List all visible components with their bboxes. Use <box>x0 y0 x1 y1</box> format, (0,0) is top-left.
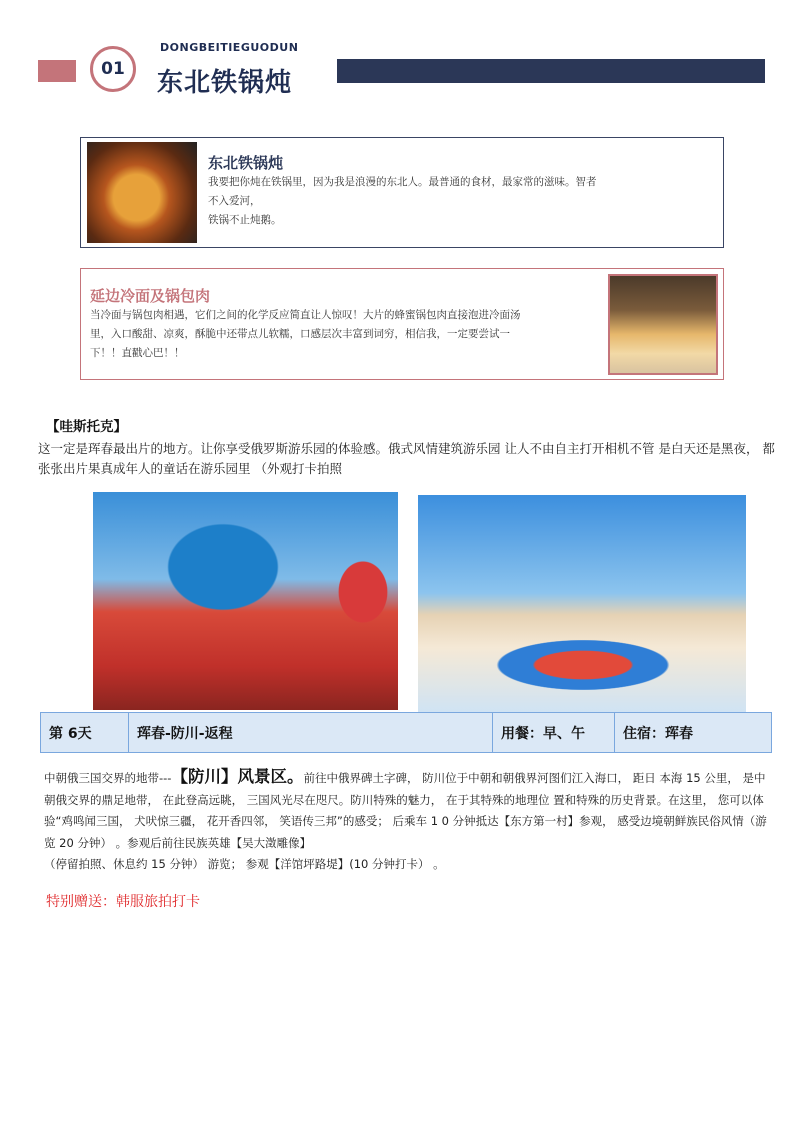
header-title: 东北铁锅炖 <box>157 68 293 98</box>
card-text-line: 下！！直戳心巴！！ <box>90 347 185 359</box>
food-card-hotpot-text <box>208 173 716 230</box>
card-text-line: 不入爱河， <box>208 195 261 207</box>
day-description <box>44 766 770 876</box>
card-text-line: 我要把你炖在铁锅里，因为我是浪漫的东北人。最普通的食材，最家常的滋味。智者 <box>208 176 597 188</box>
description-highlight: 【防川】风景区。 <box>171 767 304 786</box>
food-card-coldnoodle-text <box>90 306 598 363</box>
section-intro: 这一定是珲春最出片的地方。让你享受俄罗斯游乐园的体验感。俄式风情建筑游乐园 让人不由自主打开相机不管 是白天还是黑夜， 都张张出片果真成年人的童话在游乐园里 （外观打卡拍照 <box>38 441 775 476</box>
description-lead: 中朝俄三国交界的地带--- <box>44 771 172 785</box>
special-gift: 特别赠送：韩服旅拍打卡 <box>46 894 200 910</box>
day-label: 第 6天 <box>41 713 129 752</box>
day-lodging: 住宿：珲春 <box>623 725 693 742</box>
description-text-2: （停留拍照、休息约 15 分钟） 游览； 参观【洋馆坪路堤】(10 分钟打卡） 。 <box>44 857 445 871</box>
description-text: 前往中俄界碑土字碑， 防川位于中朝和朝俄界河图们江入海口， 距日 本海 15 公里， 是中朝俄交界的鼎足地带， 在此登高远眺， 三国风光尽在咫尺。防川特殊的魅力， 在于其特殊的地理位 置和特殊的历史背景。在这里， 您可以体验“鸡鸣闻三国， 犬吠惊三疆， 花开香四邻， 笑语传三邦”的感受； 后乘车 1 0 分钟抵达【东方第一村】参观， 感受边境朝鲜族民俗风情（游览 20 分钟） 。参观后前往民族英雄【吴大澂雕像】 <box>44 771 767 850</box>
food-card-hotpot-title: 东北铁锅炖 <box>208 154 284 172</box>
header-accent-bar-right <box>337 59 765 83</box>
castle-photo-2 <box>418 495 746 713</box>
section-heading: 【哇斯托克】 <box>46 419 127 435</box>
day-itinerary-bar <box>40 712 772 753</box>
card-text-line: 当冷面与锅包肉相遇，它们之间的化学反应简直让人惊叹！大片的蜂蜜锅包肉直接泡进冷面汤 <box>90 309 521 321</box>
hotpot-photo <box>87 142 197 243</box>
castle-photo-1 <box>93 492 398 710</box>
header-accent-bar-left <box>38 60 76 82</box>
card-text-line: 里，入口酸甜、凉爽，酥脆中还带点儿软糯，口感层次丰富到词穷，相信我，一定要尝试一 <box>90 328 510 340</box>
coldnoodle-photo <box>608 274 718 375</box>
chapter-number-badge <box>90 46 136 92</box>
food-card-coldnoodle-title: 延边冷面及锅包肉 <box>90 287 211 305</box>
card-text-line: 铁锅不止炖鹅。 <box>208 214 282 226</box>
chapter-number: 01 <box>101 59 125 79</box>
day-route: 珲春-防川-返程 <box>129 713 493 752</box>
header-subtitle: DONGBEITIEGUODUN <box>160 41 299 54</box>
day-meals: 用餐：早、午 <box>493 713 615 752</box>
